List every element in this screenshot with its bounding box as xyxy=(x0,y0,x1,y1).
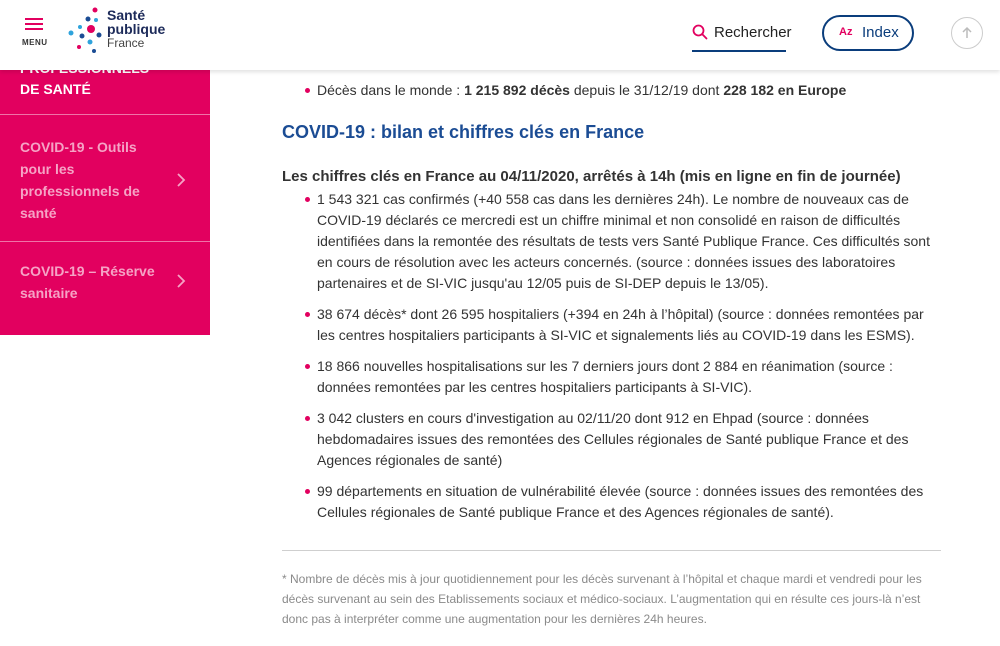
logo-line-2: publique xyxy=(107,21,166,37)
hamburger-icon-bar xyxy=(25,23,43,25)
search-button[interactable] xyxy=(692,18,792,52)
divider xyxy=(282,550,941,551)
world-deaths-list xyxy=(282,80,942,101)
sidebar-item-label: COVID-19 – Réserve sanitaire xyxy=(20,263,155,301)
world-deaths-prefix: Décès dans le monde : xyxy=(317,82,465,98)
hamburger-icon xyxy=(25,18,43,20)
logo-line-1: Santé xyxy=(107,7,146,23)
bullet-icon xyxy=(305,416,310,421)
world-deaths-item xyxy=(282,80,942,101)
list-item-text: 1 543 321 cas confirmés (+40 558 cas dans les dernières 24h). Le nombre de nouveaux cas de COVID-19 déclarés ce mercredi est un chiffre minimal et non consolidé en raison de difficultés identifiées dans la remontée des résultats de tests vers Santé Publique France. Ces difficultés sont en cours de résolution avec les acteurs concernés. (source : données issues des laboratoires partenaires et de SI-VIC jusqu'au 12/05 puis de SI-DEP depuis le 13/05). xyxy=(317,191,930,291)
search-icon xyxy=(692,24,708,40)
world-deaths-mid: depuis le 31/12/19 dont xyxy=(569,82,724,98)
list-item xyxy=(282,304,942,346)
sidebar-divider xyxy=(0,114,210,115)
arrow-up-icon xyxy=(960,26,974,40)
chevron-right-icon xyxy=(176,273,186,289)
chevron-right-icon xyxy=(176,172,186,188)
key-figures-subtitle: Les chiffres clés en France au 04/11/2020, arrêtés à 14h (mis en ligne en fin de journée) xyxy=(282,168,901,185)
sidebar-divider xyxy=(0,241,210,242)
index-label: Index xyxy=(862,24,899,41)
az-icon: Az xyxy=(839,26,853,38)
sidebar-item-reserve-sanitaire[interactable] xyxy=(0,260,210,308)
list-item xyxy=(282,481,942,523)
sidebar-item-label: COVID-19 - Outils pour les professionnels de santé xyxy=(20,139,140,221)
bullet-icon xyxy=(305,197,310,202)
list-item xyxy=(282,356,942,398)
key-figures-list xyxy=(282,189,942,533)
logo-text xyxy=(107,8,165,50)
list-item xyxy=(282,408,942,471)
site-header xyxy=(0,0,1000,70)
section-title: COVID-19 : bilan et chiffres clés en France xyxy=(282,122,645,142)
logo-line-3: France xyxy=(107,36,145,50)
menu-label: MENU xyxy=(22,38,48,47)
list-item-text: 99 départements en situation de vulnérabilité élevée (source : données issues des remontées des Cellules régionales de Santé publique France et des Agences régionales de santé). xyxy=(317,483,924,520)
hamburger-icon-bar xyxy=(25,28,43,30)
sidebar-heading-line-2: DE SANTÉ xyxy=(20,81,91,97)
bullet-icon xyxy=(305,312,310,317)
bullet-icon xyxy=(305,364,310,369)
sidebar xyxy=(0,56,210,335)
bullet-icon xyxy=(305,489,310,494)
scroll-top-button[interactable] xyxy=(951,17,983,49)
search-label: Rechercher xyxy=(714,24,792,41)
list-item xyxy=(282,189,942,294)
europe-deaths-value: 228 182 en Europe xyxy=(723,82,847,98)
logo-dots-icon xyxy=(66,6,106,56)
list-item-text: 3 042 clusters en cours d'investigation au 02/11/20 dont 912 en Ehpad (source : données hebdomadaires issues des remontées des Cellules régionales de Santé publique France et des Agences régionales de santé) xyxy=(317,410,909,468)
bullet-icon xyxy=(305,88,310,93)
world-deaths-value: 1 215 892 décès xyxy=(464,82,570,98)
list-item-text: 38 674 décès* dont 26 595 hospitaliers (+394 en 24h à l’hôpital) (source : données remontées par les centres hospitaliers participants à SI-VIC et signalements liés au COVID-19 dans les ESMS). xyxy=(317,306,924,343)
sidebar-item-outils-professionnels[interactable] xyxy=(0,136,210,226)
index-button[interactable] xyxy=(822,15,914,51)
list-item-text: 18 866 nouvelles hospitalisations sur les 7 derniers jours dont 2 884 en réanimation (source : données remontées par les centres hospitaliers participants à SI-VIC). xyxy=(317,358,893,395)
footnote: * Nombre de décès mis à jour quotidiennement pour les décès survenant à l’hôpital et chaque mardi et vendredi pour les décès survenant au sein des Etablissements sociaux et médico-sociaux. L’augmentation qui en résulte ces jours-là n’est donc pas à interpréter comme une augmentation pour les dernières 24h heures. xyxy=(282,572,922,626)
